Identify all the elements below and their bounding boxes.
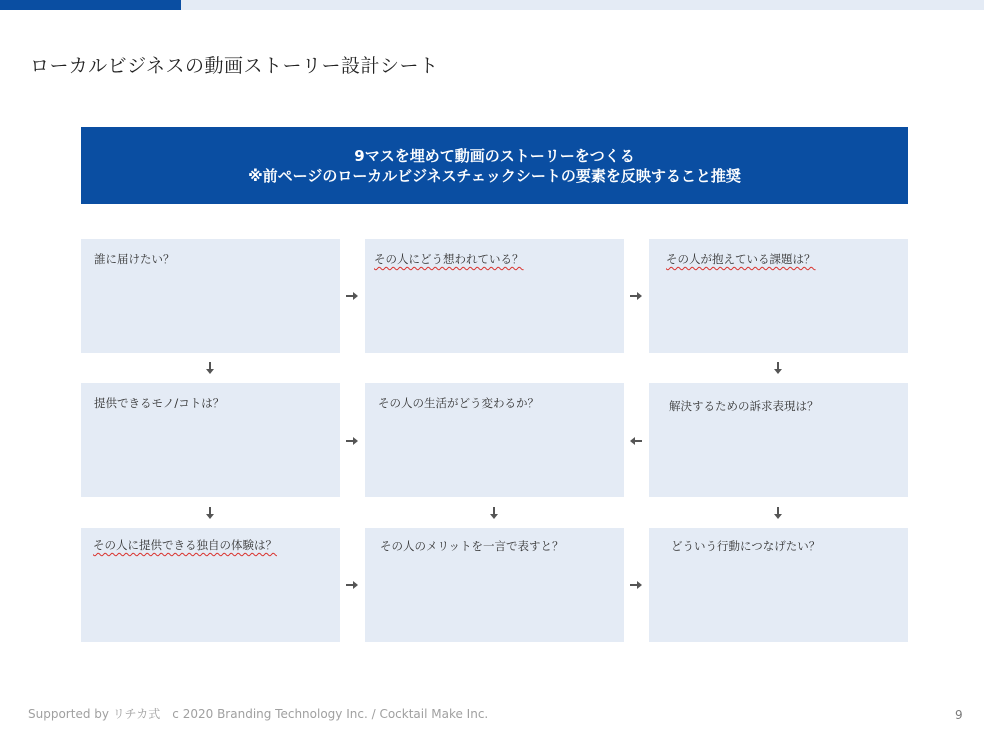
arrow-down-icon: [203, 361, 217, 375]
cell-question: その人の生活がどう変わるか？: [378, 396, 539, 410]
grid-cell-r2c2[interactable]: [365, 383, 624, 497]
top-light-bar: [181, 0, 984, 10]
grid-cell-r1c3[interactable]: [649, 239, 908, 353]
grid-cell-r3c2[interactable]: [365, 528, 624, 642]
grid-cell-r2c3[interactable]: [649, 383, 908, 497]
arrow-right-icon: [345, 578, 359, 592]
arrow-right-icon: [629, 289, 643, 303]
arrow-right-icon: [629, 578, 643, 592]
cell-question: その人のメリットを一言で表すと？: [380, 539, 564, 553]
instruction-banner: [81, 127, 908, 204]
cell-question: その人にどう想われている？: [374, 252, 524, 266]
page-title: ローカルビジネスの動画ストーリー設計シート: [30, 55, 439, 77]
arrow-right-icon: [345, 289, 359, 303]
arrow-down-icon: [203, 506, 217, 520]
banner-line-1: 9マスを埋めて動画のストーリーをつくる: [354, 146, 635, 165]
grid-cell-r3c1[interactable]: [81, 528, 340, 642]
cell-question: その人に提供できる独自の体験は？: [93, 538, 277, 552]
arrow-right-icon: [345, 434, 359, 448]
cell-question: その人が抱えている課題は？: [666, 252, 816, 266]
arrow-down-icon: [771, 361, 785, 375]
page-number: 9: [955, 708, 963, 722]
top-accent-bar: [0, 0, 181, 10]
cell-question: どういう行動につなげたい？: [671, 539, 821, 553]
grid-cell-r1c2[interactable]: [365, 239, 624, 353]
grid-cell-r2c1[interactable]: [81, 383, 340, 497]
arrow-down-icon: [487, 506, 501, 520]
cell-question: 解決するための訴求表現は？: [669, 399, 819, 413]
grid-cell-r3c3[interactable]: [649, 528, 908, 642]
cell-question: 提供できるモノ/コトは？: [94, 396, 225, 410]
arrow-down-icon: [771, 506, 785, 520]
arrow-left-icon: [629, 434, 643, 448]
grid-cell-r1c1[interactable]: [81, 239, 340, 353]
banner-line-2: ※前ページのローカルビジネスチェックシートの要素を反映すること推奨: [248, 166, 741, 185]
footer-credit: Supported by リチカ式 c 2020 Branding Technology Inc. / Cocktail Make Inc.: [28, 707, 489, 721]
cell-question: 誰に届けたい？: [94, 252, 175, 266]
